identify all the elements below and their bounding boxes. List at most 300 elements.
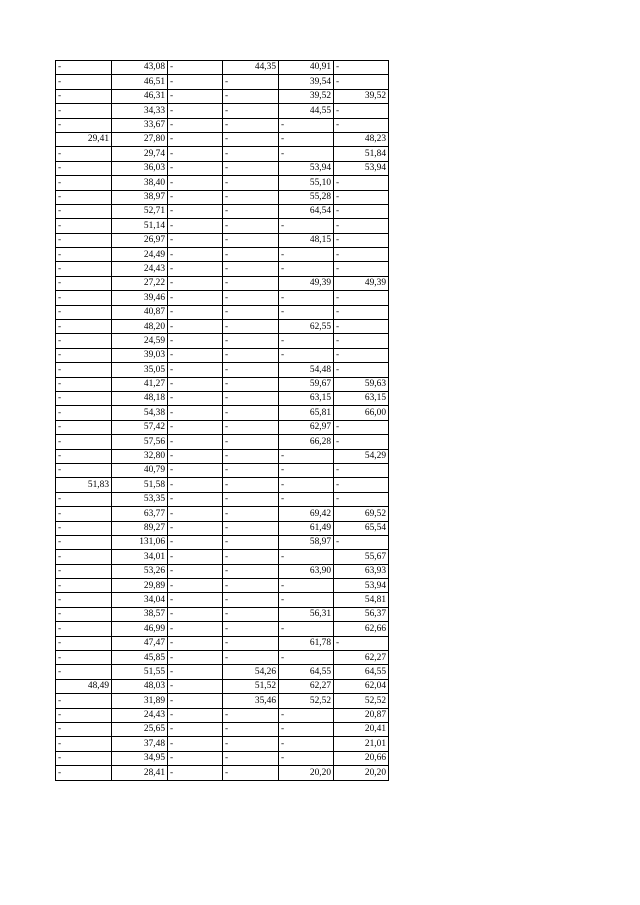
table-cell: -	[223, 176, 279, 190]
table-cell: 20,20	[334, 766, 389, 780]
table-cell: 34,01	[112, 550, 168, 564]
table-body	[56, 61, 389, 781]
table-cell: 32,80	[112, 449, 168, 463]
table-cell: -	[56, 737, 112, 751]
table-cell: 28,41	[112, 766, 168, 780]
table-cell: -	[56, 262, 112, 276]
table-cell: -	[56, 665, 112, 679]
table-cell: -	[168, 665, 223, 679]
table-cell: 56,31	[279, 607, 334, 621]
table-cell: 57,42	[112, 420, 168, 434]
table-cell: -	[168, 535, 223, 549]
table-cell: -	[168, 607, 223, 621]
table-cell: -	[279, 492, 334, 506]
table-cell: -	[334, 348, 389, 362]
table-cell: 55,28	[279, 190, 334, 204]
table-cell: 46,51	[112, 75, 168, 89]
table-cell: -	[56, 492, 112, 506]
table-row	[56, 118, 389, 132]
table-cell: 55,67	[334, 550, 389, 564]
table-cell: -	[168, 161, 223, 175]
table-cell: 39,46	[112, 291, 168, 305]
table-cell: -	[223, 291, 279, 305]
table-cell: 40,79	[112, 463, 168, 477]
table-cell: -	[334, 463, 389, 477]
table-cell: 45,85	[112, 651, 168, 665]
table-cell: -	[223, 104, 279, 118]
table-cell: 34,04	[112, 593, 168, 607]
table-cell: 39,54	[279, 75, 334, 89]
table-cell: -	[223, 579, 279, 593]
table-cell: -	[56, 204, 112, 218]
table-cell: -	[56, 694, 112, 708]
table-cell: -	[56, 449, 112, 463]
table-cell: 29,74	[112, 147, 168, 161]
table-cell: 38,40	[112, 176, 168, 190]
table-cell: 53,35	[112, 492, 168, 506]
table-cell: 35,05	[112, 363, 168, 377]
table-cell: -	[279, 132, 334, 146]
table-row	[56, 766, 389, 780]
table-cell: 40,91	[279, 61, 334, 75]
table-cell: 59,67	[279, 377, 334, 391]
table-cell: -	[56, 435, 112, 449]
table-cell: 20,20	[279, 766, 334, 780]
table-cell: -	[334, 176, 389, 190]
table-cell: -	[168, 147, 223, 161]
table-cell: -	[56, 766, 112, 780]
table-cell: -	[223, 478, 279, 492]
table-cell: 47,47	[112, 636, 168, 650]
table-cell: -	[168, 391, 223, 405]
table-cell: 48,15	[279, 233, 334, 247]
table-cell: 61,78	[279, 636, 334, 650]
table-cell: -	[223, 334, 279, 348]
table-cell: -	[223, 320, 279, 334]
table-cell: 54,38	[112, 406, 168, 420]
table-cell: -	[168, 233, 223, 247]
table-cell: -	[279, 751, 334, 765]
table-row	[56, 550, 389, 564]
table-cell: 51,83	[56, 478, 112, 492]
table-cell: -	[223, 766, 279, 780]
table-cell: 53,94	[279, 161, 334, 175]
table-row	[56, 521, 389, 535]
table-row	[56, 593, 389, 607]
table-cell: 48,03	[112, 679, 168, 693]
table-cell: -	[279, 579, 334, 593]
table-cell: -	[168, 593, 223, 607]
table-row	[56, 622, 389, 636]
table-cell: -	[168, 636, 223, 650]
table-cell: -	[279, 348, 334, 362]
table-cell: -	[334, 75, 389, 89]
table-cell: -	[168, 550, 223, 564]
table-row	[56, 75, 389, 89]
table-cell: -	[168, 132, 223, 146]
table-cell: -	[168, 406, 223, 420]
table-cell: -	[334, 535, 389, 549]
table-cell: 58,97	[279, 535, 334, 549]
table-cell: -	[334, 219, 389, 233]
table-row	[56, 334, 389, 348]
table-cell: -	[56, 622, 112, 636]
table-cell: -	[168, 737, 223, 751]
table-cell: -	[168, 276, 223, 290]
table-row	[56, 636, 389, 650]
table-cell: 34,33	[112, 104, 168, 118]
table-cell: -	[168, 248, 223, 262]
table-cell: 39,03	[112, 348, 168, 362]
table-cell: 49,39	[334, 276, 389, 290]
table-cell: 20,41	[334, 722, 389, 736]
table-cell: 62,27	[334, 651, 389, 665]
table-cell: -	[168, 305, 223, 319]
table-cell: 62,55	[279, 320, 334, 334]
table-cell: -	[279, 478, 334, 492]
table-cell: -	[223, 118, 279, 132]
table-cell: 61,49	[279, 521, 334, 535]
table-cell: -	[56, 391, 112, 405]
table-cell: 54,26	[223, 665, 279, 679]
table-cell: 44,55	[279, 104, 334, 118]
table-cell: -	[334, 262, 389, 276]
table-cell: 52,52	[279, 694, 334, 708]
table-cell: -	[56, 276, 112, 290]
table-cell: -	[223, 233, 279, 247]
table-cell: 63,77	[112, 507, 168, 521]
table-cell: 38,57	[112, 607, 168, 621]
table-cell: -	[56, 722, 112, 736]
table-cell: -	[56, 420, 112, 434]
table-cell: -	[223, 636, 279, 650]
table-cell: 41,27	[112, 377, 168, 391]
table-row	[56, 420, 389, 434]
table-cell: -	[56, 550, 112, 564]
table-cell: -	[56, 579, 112, 593]
table-row	[56, 391, 389, 405]
table-row	[56, 665, 389, 679]
table-cell: -	[168, 722, 223, 736]
table-cell: -	[56, 248, 112, 262]
table-cell: -	[223, 262, 279, 276]
table-row	[56, 89, 389, 103]
table-cell: 63,93	[334, 564, 389, 578]
table-cell: -	[168, 291, 223, 305]
table-cell: -	[168, 651, 223, 665]
table-cell: -	[223, 363, 279, 377]
table-row	[56, 176, 389, 190]
table-row	[56, 204, 389, 218]
table-cell: -	[56, 219, 112, 233]
table-cell: 69,42	[279, 507, 334, 521]
table-cell: -	[56, 535, 112, 549]
table-cell: 44,35	[223, 61, 279, 75]
table-row	[56, 564, 389, 578]
table-cell: 35,46	[223, 694, 279, 708]
table-cell: -	[223, 435, 279, 449]
table-cell: 63,90	[279, 564, 334, 578]
table-row	[56, 651, 389, 665]
table-row	[56, 348, 389, 362]
table-cell: -	[279, 118, 334, 132]
table-cell: -	[334, 291, 389, 305]
table-cell: -	[334, 118, 389, 132]
table-cell: -	[223, 132, 279, 146]
table-cell: -	[56, 507, 112, 521]
table-row	[56, 708, 389, 722]
table-row	[56, 737, 389, 751]
table-cell: 51,58	[112, 478, 168, 492]
table-row	[56, 276, 389, 290]
table-row	[56, 406, 389, 420]
table-row	[56, 579, 389, 593]
table-cell: 51,52	[223, 679, 279, 693]
table-cell: 54,29	[334, 449, 389, 463]
table-cell: 43,08	[112, 61, 168, 75]
table-row	[56, 694, 389, 708]
table-cell: -	[223, 420, 279, 434]
table-cell: 29,41	[56, 132, 112, 146]
table-cell: -	[56, 521, 112, 535]
table-cell: -	[334, 320, 389, 334]
table-row	[56, 607, 389, 621]
table-cell: -	[334, 305, 389, 319]
table-cell: 53,26	[112, 564, 168, 578]
table-cell: 31,89	[112, 694, 168, 708]
table-cell: 24,43	[112, 708, 168, 722]
table-cell: 54,81	[334, 593, 389, 607]
table-cell: -	[56, 305, 112, 319]
table-row	[56, 492, 389, 506]
table-cell: 54,48	[279, 363, 334, 377]
table-cell: 27,80	[112, 132, 168, 146]
table-cell: 65,81	[279, 406, 334, 420]
table-cell: -	[168, 564, 223, 578]
table-cell: 27,22	[112, 276, 168, 290]
table-cell: -	[279, 463, 334, 477]
table-cell: 36,03	[112, 161, 168, 175]
table-cell: -	[334, 435, 389, 449]
table-cell: 49,39	[279, 276, 334, 290]
table-cell: -	[168, 320, 223, 334]
table-cell: 56,37	[334, 607, 389, 621]
table-cell: 89,27	[112, 521, 168, 535]
table-cell: -	[223, 550, 279, 564]
table-cell: -	[168, 219, 223, 233]
table-cell: -	[223, 147, 279, 161]
table-cell: -	[168, 176, 223, 190]
table-cell: -	[56, 348, 112, 362]
table-cell: -	[168, 449, 223, 463]
table-cell: 46,99	[112, 622, 168, 636]
table-row	[56, 535, 389, 549]
table-cell: 63,15	[334, 391, 389, 405]
table-cell: -	[223, 391, 279, 405]
table-cell: -	[168, 463, 223, 477]
table-cell: -	[56, 708, 112, 722]
table-cell: -	[56, 377, 112, 391]
table-cell: -	[56, 593, 112, 607]
data-table	[55, 60, 389, 781]
table-row	[56, 751, 389, 765]
table-cell: -	[168, 708, 223, 722]
table-cell: -	[223, 535, 279, 549]
table-cell: -	[168, 694, 223, 708]
table-cell: -	[223, 276, 279, 290]
table-row	[56, 363, 389, 377]
table-cell: 51,55	[112, 665, 168, 679]
table-cell: 131,06	[112, 535, 168, 549]
table-cell: 63,15	[279, 391, 334, 405]
table-cell: 48,20	[112, 320, 168, 334]
table-cell: 52,71	[112, 204, 168, 218]
table-cell: -	[334, 363, 389, 377]
table-cell: -	[279, 622, 334, 636]
table-cell: -	[334, 334, 389, 348]
table-cell: -	[168, 363, 223, 377]
table-row	[56, 507, 389, 521]
table-row	[56, 291, 389, 305]
table-cell: 57,56	[112, 435, 168, 449]
table-row	[56, 305, 389, 319]
table-cell: -	[56, 406, 112, 420]
table-row	[56, 320, 389, 334]
table-cell: 39,52	[334, 89, 389, 103]
table-cell: -	[279, 708, 334, 722]
table-row	[56, 147, 389, 161]
table-cell: -	[168, 377, 223, 391]
table-cell: -	[223, 651, 279, 665]
table-cell: -	[168, 521, 223, 535]
table-cell: -	[168, 61, 223, 75]
table-cell: -	[223, 248, 279, 262]
table-cell: 59,63	[334, 377, 389, 391]
table-cell: 34,95	[112, 751, 168, 765]
table-cell: -	[279, 550, 334, 564]
table-cell: -	[56, 75, 112, 89]
table-cell: -	[334, 190, 389, 204]
table-cell: -	[56, 751, 112, 765]
table-cell: -	[223, 406, 279, 420]
table-cell: -	[56, 334, 112, 348]
table-cell: -	[223, 722, 279, 736]
table-cell: -	[279, 262, 334, 276]
table-cell: -	[168, 190, 223, 204]
table-row	[56, 104, 389, 118]
table-cell: -	[334, 104, 389, 118]
table-cell: -	[334, 492, 389, 506]
table-cell: -	[56, 651, 112, 665]
table-cell: -	[223, 564, 279, 578]
table-cell: 38,97	[112, 190, 168, 204]
table-cell: -	[168, 104, 223, 118]
table-cell: -	[56, 161, 112, 175]
table-cell: -	[223, 377, 279, 391]
table-cell: -	[56, 564, 112, 578]
table-row	[56, 377, 389, 391]
table-cell: 46,31	[112, 89, 168, 103]
table-cell: -	[279, 651, 334, 665]
table-cell: -	[334, 61, 389, 75]
table-row	[56, 61, 389, 75]
table-cell: 39,52	[279, 89, 334, 103]
table-cell: 55,10	[279, 176, 334, 190]
table-row	[56, 190, 389, 204]
table-row	[56, 722, 389, 736]
table-cell: -	[279, 449, 334, 463]
table-row	[56, 219, 389, 233]
table-row	[56, 248, 389, 262]
table-cell: -	[223, 219, 279, 233]
table-cell: -	[279, 291, 334, 305]
table-cell: -	[56, 320, 112, 334]
table-cell: -	[223, 463, 279, 477]
table-cell: -	[223, 737, 279, 751]
table-cell: 48,49	[56, 679, 112, 693]
table-cell: -	[223, 190, 279, 204]
table-cell: 37,48	[112, 737, 168, 751]
table-cell: 53,94	[334, 161, 389, 175]
table-cell: -	[168, 766, 223, 780]
table-cell: -	[279, 334, 334, 348]
table-cell: -	[223, 161, 279, 175]
table-cell: -	[168, 507, 223, 521]
table-cell: -	[168, 262, 223, 276]
table-cell: -	[334, 478, 389, 492]
table-cell: 64,55	[334, 665, 389, 679]
table-cell: 26,97	[112, 233, 168, 247]
table-cell: 62,04	[334, 679, 389, 693]
table-cell: -	[168, 334, 223, 348]
table-cell: -	[334, 420, 389, 434]
table-row	[56, 478, 389, 492]
table-cell: -	[168, 89, 223, 103]
table-cell: 40,87	[112, 305, 168, 319]
table-cell: -	[56, 463, 112, 477]
table-cell: -	[279, 305, 334, 319]
table-cell: -	[168, 679, 223, 693]
table-cell: -	[223, 449, 279, 463]
table-cell: 20,66	[334, 751, 389, 765]
table-cell: -	[168, 622, 223, 636]
table-cell: -	[334, 233, 389, 247]
table-cell: -	[168, 478, 223, 492]
table-cell: -	[168, 204, 223, 218]
table-cell: -	[279, 147, 334, 161]
table-cell: -	[334, 248, 389, 262]
table-cell: 64,55	[279, 665, 334, 679]
table-cell: 64,54	[279, 204, 334, 218]
table-cell: -	[334, 204, 389, 218]
table-cell: -	[56, 233, 112, 247]
table-cell: -	[279, 722, 334, 736]
table-cell: -	[56, 104, 112, 118]
table-cell: 53,94	[334, 579, 389, 593]
table-cell: -	[279, 219, 334, 233]
table-cell: -	[223, 607, 279, 621]
table-cell: 33,67	[112, 118, 168, 132]
table-cell: -	[56, 363, 112, 377]
table-row	[56, 463, 389, 477]
table-cell: 66,00	[334, 406, 389, 420]
table-cell: 51,14	[112, 219, 168, 233]
table-cell: 24,59	[112, 334, 168, 348]
table-cell: 48,23	[334, 132, 389, 146]
table-cell: 65,54	[334, 521, 389, 535]
table-cell: 29,89	[112, 579, 168, 593]
table-cell: -	[168, 75, 223, 89]
